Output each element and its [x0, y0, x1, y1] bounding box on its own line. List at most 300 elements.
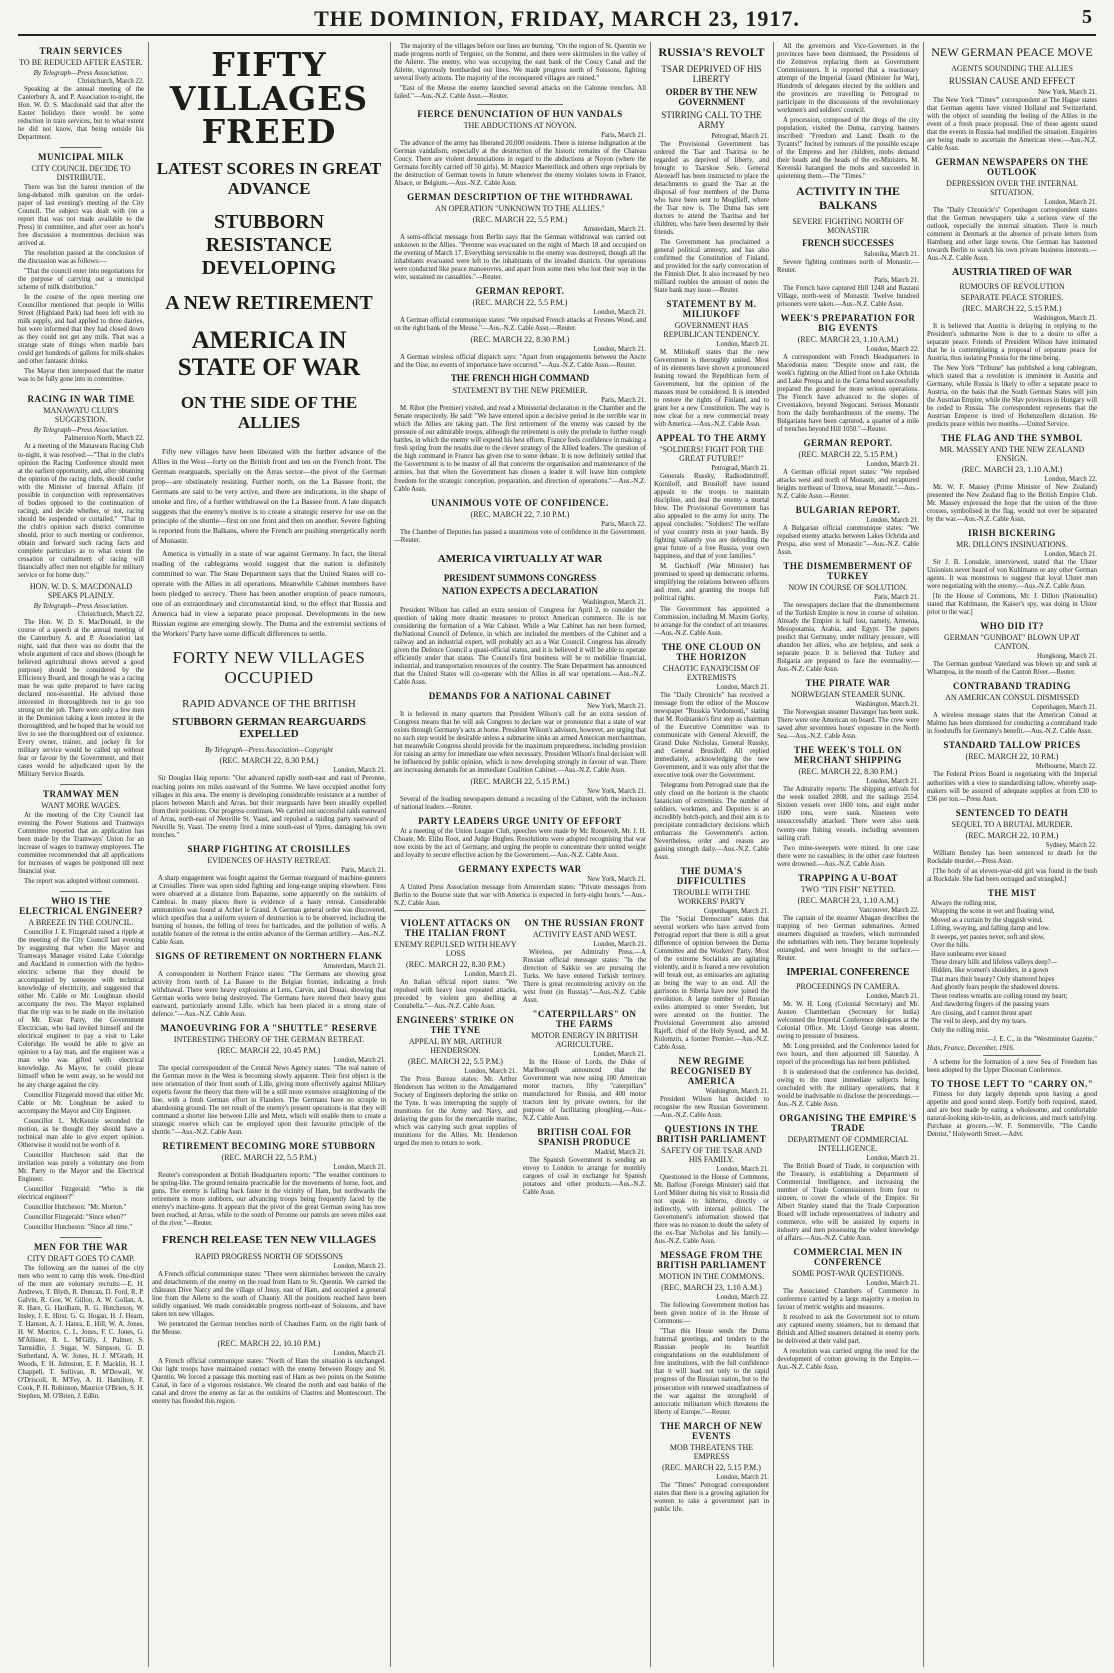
split-columns	[394, 910, 646, 1199]
paragraph: It is believed in many quarters that President Wilson's call for an extra session of Congress means that he will ask Congress to declare war or pronounce that a state of war exists through Germany's acts at home. President Wilson's advisers, however, are urging that no such step would be desirable unless a submarine sinks an armed American merchantman, but meanwhile Congress should provide for the maximum preparedness, including provision for raising an army for immediate use when necessary. President Wilson's final decision will be influenced by public opinion, which is now developing strongly in favour of war. There are increasing demands for an immediate Coalition Cabinet.—Aus.-N.Z. Cable Assn.	[394, 710, 646, 774]
dateline: London, March 21.	[716, 341, 769, 349]
dateline: Christchurch, March 22.	[77, 78, 144, 85]
paragraph: It is understood that the conference has decided, owing to the most immediate subjects being concluded with the military operations, that it would be inadvisable to disclose the proceedings.—Aus.-N.Z. Cable Assn.	[777, 1068, 919, 1108]
headline: WEEK'S PREPARATION FOR BIG EVENTS	[780, 312, 916, 333]
paragraph: A United Press Association message from Amsterdam states: "Private messages from Berlin to the Bourse state that war with America is expected in forty-eight hours."—Aus.-N.Z. Cable Assn.	[394, 883, 646, 907]
headline: THE FRENCH HIGH COMMAND	[450, 373, 590, 384]
paragraph: The Norwegian steamer Davanger has been sunk. There were one American on board. The crew were saved after seventeen hours' exposure in the North Sea.—Aus.-N.Z. Cable Assn.	[777, 709, 919, 741]
subheadline: DEPRESSION OVER THE INTERNAL SITUATION.	[946, 178, 1078, 197]
dateline: Washington, March 21.	[855, 701, 919, 709]
poem-signature: —J. E. C., in the "Westminster Gazette."	[986, 1036, 1097, 1044]
received-time: (REC. MARCH 22, 8.30 P.M.)	[406, 959, 505, 969]
subheadline: NATION EXPECTS A DECLARATION	[442, 585, 598, 596]
paragraph: President Wilson has decided to recognise the new Russian Government.—Aus.-N.Z. Cable Assn.	[654, 1096, 769, 1120]
poem-line: Have sunbeams ever kissed	[931, 950, 1006, 958]
subheadline: TSAR DEPRIVED OF HIS LIBERTY	[661, 63, 762, 84]
subheadline: CITY COUNCIL DECIDE TO DISTRIBUTE.	[31, 164, 131, 183]
headline: THE FLAG AND THE SYMBOL	[941, 433, 1083, 444]
paragraph: The German gunboat Vaterland was blown up and sunk at Whampoa, in the mouth of the Canton River.—Reuter.	[927, 661, 1097, 677]
paragraph: Councillor Hutcheson said that the invitation was purely a voluntary one from Mr. Parry to the Mayor and the Electrical Engineer.	[18, 1151, 144, 1183]
headline: THE PIRATE WAR	[805, 678, 891, 689]
byline: By Telegraph—Press Association.	[33, 426, 129, 435]
byline: By Telegraph—Press Association.	[33, 601, 129, 610]
story-train-services	[18, 46, 144, 142]
main-deck: LATEST SCORES IN GREAT ADVANCE	[156, 158, 382, 198]
paragraph: A sharp engagement was fought against the German rearguard of machine-gunners at Croisilles. There was open sided fighting and long-range sniping elsewhere. Fires were observed at a distance from Bapaume, some apparently on the outskirts of Cambrai. In many places there is evidence of a hasty retreat. Considerable ammunition was found at Achiet le Grand. A German general order was discovered, which specifies that a uniform system of destruction is to be observed, including the burning of houses, the felling of trees for barricades, and the pollution of wells. A notable feature of the retreat is the entire advance of the German artillery.—Aus.-N.Z. Cable Assn.	[152, 874, 386, 946]
paragraph: The resolution passed at the conclusion of the discussion was as follows:—	[18, 250, 144, 266]
subheadline: MOB THREATENS THE EMPRESS	[669, 1442, 754, 1461]
paragraph: A procession, composed of the dregs of the city population, visited the Duma, carrying banners inscribed: "Freedom and Land; Death to the Tyrants!" Incited by rumours of the possible escape of the Empress and her children, mobs demand their heads and the heads of the ex-Ministers. M. Kerenski harangued the mobs and succeeded in quietening them.—The "Times."	[777, 117, 919, 181]
paragraph: The "Daily Chronicle's" Copenhagen correspondent states that the German newspapers take a serious view of the outlook, especially the internal situation. There is much comment in Denmark at the absence of private letters from Hamburg and other large towns. One German has hastened towards Berlin to watch his own private business interests.—Aus.-N.Z. Cable Assn.	[927, 206, 1097, 262]
subheadline: SOME POST-WAR QUESTIONS.	[792, 1269, 904, 1279]
subheadline: MOTION IN THE COMMONS.	[658, 1272, 765, 1282]
paragraph: A Bulgarian official communique states: "We repulsed enemy attacks between Lakes Ochrida and Prespa, also west of Monastir."—Aus.-N.Z. Cable Assn.	[777, 525, 919, 557]
received-time: (REC. MARCH 23, 1.10 A.M.)	[797, 895, 899, 905]
subheadline: STUBBORN GERMAN REARGUARDS EXPELLED	[172, 716, 366, 741]
received-time: (REC. MARCH 23, 1.10 A.M.)	[661, 1283, 762, 1293]
dateline: London, March 21.	[866, 778, 919, 786]
story-municipal-milk	[18, 152, 144, 384]
subheadline: STATEMENT BY THE NEW PREMIER.	[452, 386, 588, 396]
headline: RETIREMENT BECOMING MORE STUBBORN	[162, 1140, 376, 1151]
dateline: London, March 22.	[866, 345, 919, 353]
dateline: Petrograd, March 21.	[711, 132, 769, 140]
column-4	[654, 42, 769, 1667]
dateline: Amsterdam, March 21.	[582, 226, 646, 234]
subheadline: ENEMY REPULSED WITH HEAVY LOSS	[394, 939, 517, 958]
subheadline: SEVERE FIGHTING NORTH OF MONASTIR	[792, 216, 904, 235]
dateline: London, March 21.	[593, 940, 646, 948]
dateline: London, March 21.	[464, 1068, 517, 1076]
paragraph: We penetrated the German trenches north of Chaulnes Farm, on the right bank of the Meuse.	[152, 1321, 386, 1337]
subheadline: MOTOR ENERGY IN BRITISH AGRICULTURE.	[531, 1031, 638, 1050]
poem-line: Are closing, and I cannot thrust apart	[931, 1009, 1032, 1017]
paragraph: The Hon. W. D. S. MacDonald, in the course of a speech at the annual meeting of the Canterbury A. and P. Association last night, said that there was no doubt that the whole argument of race and shows (though he believed agricultural shows served a good purpose) should be considered by the Efficiency Board, and though he was a racing man he was quite prepared to have racing declared non-essential. He advised those interested in thoroughbreds not to go too strong on the job. There were only a few men in the Dominion taking a keen interest in the thoroughbred, and he hoped that he would not live to see the thoroughbred out of existence. Every owner, trainer, and jockey fit for military service would be called up without fear or favour by the Government, and their cases would be adjudicated upon by the Military Service Boards.	[18, 618, 144, 779]
poem-line: That mars their beauty? Only shattered hopes	[931, 975, 1055, 983]
paragraph: A scheme for the formation of a new Sea of Freedom has been adopted by the Upper Diocesan Conference.	[927, 1059, 1097, 1075]
subheadline: GOVERNMENT HAS REPUBLICAN TENDENCY.	[663, 321, 760, 340]
headline: SHARP FIGHTING AT CROISILLES	[187, 843, 351, 854]
paragraph: At a meeting of the Manawatu Racing Club to-night, it was resolved:—"That in the club's opinion the Racing Conference should meet at the earliest opportunity, and, after obtaining the opinion of the racing clubs, should confer with the Minister of Internal Affairs (if possible in conjunction with representatives of bodies opposed to the continuation of racing), and decide whether, or not, racing should be suspended or curtailed." "That in the club's opinion each district committee should, prior to such meeting or conference, obtain and forward such racing facts and complete particulars as to what extent the cessation or curtailment of racing will financially affect men not eligible for military service or for home duty."	[18, 443, 144, 579]
headline: THE WEEK'S TOLL ON MERCHANT SHIPPING	[794, 745, 902, 766]
dateline: Copenhagen, March 21.	[1031, 704, 1097, 712]
dateline: New York, March 21.	[1038, 88, 1097, 96]
masthead	[0, 0, 1114, 34]
headline: ENGINEERS' STRIKE ON THE TYNE	[396, 1015, 515, 1036]
received-time: (REC. MARCH 22, 5.15 P.M.)	[798, 450, 898, 460]
paragraph: The New York "Times'" correspondent at The Hague states that German agents have visited Holland and Switzerland, with the object of sounding the feeling of the Allies in the event of a fresh peace proposal. One of these agents stated that the events in Russia had modified the situation. Enquiries are being made to ascertain the American view.—Aus.-N.Z. Cable Assn.	[927, 96, 1097, 152]
dateline: London, March 22.	[716, 1294, 769, 1302]
paragraph: In the course of the open meeting one Councillor mentioned that people in Willis Street (Highland Park) had been left with no milk supply, and had applied to three dairies, but were informed that they had closed down as they could not get any milk. That was a strange state of things when marble bars could get hundreds of gallons for milk-shakes and other fantastic drinks.	[18, 294, 144, 366]
paragraph: M. Miliukoff states that the new Government is thoroughly united. Most of its elements have shown a pronounced leaning toward the Republican form of Government, but the opinion of the masses must be considered. It is intended to restore the rights of Finland, and to grant her a new Constitution. The way is now clear for a new commercial treaty with America.—Aus.-N.Z. Cable Assn.	[654, 349, 769, 429]
received-time: (REC. MARCH 22, 5.15 P.M.)	[962, 304, 1062, 314]
headline: MESSAGE FROM THE BRITISH PARLIAMENT	[656, 1250, 767, 1271]
byline: By Telegraph—Press Association.	[33, 69, 129, 77]
dateline: Madrid, March 21.	[594, 1149, 646, 1157]
paragraph: At the meeting of the City Council last evening the Power Stations and Tramways Committee reported that an application has been made by the Tramways' Union for an increase of wages to tramway employees. The committee recommended that all applications for increases of wages be postponed till next financial year.	[18, 812, 144, 876]
paragraph: Councillor Fitzgerald: "Since when?"	[24, 1213, 127, 1221]
paragraph: A resolution was carried urging the need for the development of cotton growing in the Empire.—Aus.-N.Z. Cable Assn.	[777, 1348, 919, 1372]
paragraph: It resolved to ask the Government not to return any captured enemy steamers, but to demand that British and Allied steamers detained in enemy ports be delivered at their valid part.	[777, 1314, 919, 1346]
paragraph: Wireless, per Admiralty Press.—A Russian official message states: "In the direction of Sakkiz we are pursuing the Turks. We have entered Turkish territory. There is great reconnoitring activity on the west front (in Russia)."—Aus.-N.Z. Cable Assn.	[523, 948, 646, 1005]
paragraph: The "Daily Chronicle" has received a message from the editor of the Moscow newspaper "Russkia Viedomosti," stating that M. Rodzianko's first step as chairman of the Executive Committee was to communicate with General Alexeiff, the Grand Duke Nicholas, General Russky, and General Brusiloff. All replied immediately, acknowledging the new Government, and it was only after that the executive took over the Government.	[654, 691, 769, 779]
headline: SENTENCED TO DEATH	[955, 807, 1069, 818]
poem-line: Moved as a curtain by the sluggish wind,	[931, 916, 1043, 924]
poem-line: It sweeps, yet passes never, soft and slow,	[931, 933, 1045, 941]
dateline: London, March 21.	[593, 1051, 646, 1059]
dateline: New York, March 21.	[587, 875, 646, 883]
main-deck: A NEW RETIREMENT	[165, 291, 373, 314]
dateline: Paris, March 21.	[341, 866, 386, 874]
subheadline: SEQUEL TO A BRUTAL MURDER.	[951, 819, 1073, 829]
subheadline: MANAWATU CLUB'S SUGGESTION.	[43, 406, 119, 425]
headline: CONTRABAND TRADING	[952, 681, 1072, 692]
subheadline: THE ABDUCTIONS AT NOYON.	[463, 121, 577, 131]
paragraph: The captain of the steamer Abagan describes the trapping of two German submarines. Armed steamers disguised as trawlers, which surrounded the submarines with nets. They became hopelessly entangled, and were brought to the surface.—Reuter.	[777, 914, 919, 962]
subheadline: NOW IN COURSE OF SOLUTION.	[788, 583, 908, 593]
lead-paragraph: Fifty new villages have been liberated with the further advance of the Allies in the West—forty on the British front and ten on the French front. The German rearguards, specially on the Arras sector—the pivot of the German prop—are obstinately resisting. Further north, on the La Bassee front, the Germans are said to be very active, and there are indications, in the shape of smoke and fire, of a further withdrawal on the La Bassee front. A late dispatch suggests that the enemy's motive is to create a strategic reserve for use on the principle of the shuttle—first on one front and then on another. Severe fighting is reported from the Balkans, where the French are pushing energetically north of Monastir.	[152, 446, 386, 546]
headline: IRISH BICKERING	[968, 528, 1056, 539]
poem-line: Hidden, like women's shoulders, in a gown	[931, 967, 1049, 975]
headline: FRENCH RELEASE TEN NEW VILLAGES	[162, 1234, 376, 1247]
headline: TRAPPING A U-BOAT	[798, 872, 898, 883]
headline: WHO DID IT?	[980, 621, 1044, 632]
headline: FORTY NEW VILLAGES OCCUPIED	[172, 648, 366, 688]
column-1	[18, 42, 144, 1667]
paragraph: The newspapers declare that the dismemberment of the Turkish Empire is now in course of solution. Already the Empire is half lost, namely, Armenia, Mesopotamia, Arabia, and Egypt. The papers predict that Germany, under military pressure, will abandon her allies, who are helpless, and seek a separate peace. It is believed that Turkey and Bulgaria are prepared to face the eventuality.—Aus.-N.Z. Cable Assn.	[777, 602, 919, 674]
paragraph: The majority of the villages before our lines are burning. "On the region of St. Quentin we made progress north of Tergnier, on the Somme, and there were skirmishes in the valley of the Ailette. The enemy, who was occupying the east bank of the Coucy Canal and the Ailette, vigorously bombarded our lines. We made progress north of Soissons, fighting several lively actions. The majority of the reconquered villages are ruined."	[394, 43, 646, 83]
subheadline: ACTIVITY EAST AND WEST.	[532, 929, 637, 939]
masthead-rule	[18, 34, 1096, 36]
paragraph: Several of the leading newspapers demand a recasting of the Cabinet, with the inclusion of national leaders.—Reuter.	[394, 795, 646, 811]
dateline: London, March 21.	[866, 992, 919, 1000]
paragraph: The French have captured Hill 1248 and Rastani Village, north-west of Monastir. Twelve hundred prisoners were taken.—Aus.-N.Z. Cable Assn.	[777, 284, 919, 308]
dateline: Vancouver, March 22.	[858, 906, 919, 914]
dateline: London, March 21.	[716, 683, 769, 691]
dateline: Paris, March 21.	[874, 594, 919, 602]
separator	[60, 891, 103, 892]
paragraph: The Government has proclaimed a general political amnesty, and has also confirmed the Constitution of Finland, and provided for the early convocation of the Finnish Diet. It also increased by two milliard roubles the amount of notes the State bank may issue.—Reuter.	[654, 238, 769, 295]
paragraph: Councillor Hutcheson: "Since all time."	[24, 1223, 133, 1231]
dateline: Melbourne, March 22.	[1035, 763, 1097, 771]
headline: STATEMENT BY M. MILIUKOFF	[666, 299, 757, 320]
headline: QUESTIONS IN THE BRITISH PARLIAMENT	[656, 1124, 767, 1145]
paragraph: Councillor L. McKenzie seconded the motion, as he thought they should have a technical man able to give expert opinion. Otherwise it would not be worth of it.	[18, 1117, 144, 1149]
paragraph: Generals Russky, Radkodimitroff, Korniloff, and Brusiloff have issued appeals to the troops to maintain discipline, and deal the enemy a mortal blow. The Provisional Government has also appealed to the army for unity. The appeal concludes: "Soldiers! The welfare of your country rests in your hands. By fighting valiantly you are defending the great future of a free Russia, your own happiness, and that of your families."	[654, 473, 769, 561]
column-divider	[773, 42, 774, 1667]
paragraph: Speaking at the annual meeting of the Canterbury A. and P. Association to-night, the Hon. W. D. S. Macdonald said that after the Easter holidays there would be some reduction in train services, but to what extent he did not know, that being outside his Department.	[18, 86, 144, 142]
headline: GERMANY EXPECTS WAR	[458, 863, 582, 874]
paragraph: A German official report states: "We repulsed attacks west and north of Monastir, and recaptured heights northeast of Trnova, near Monastir."—Aus.-N.Z. Cable Assn.—Reuter.	[777, 469, 919, 501]
subheadline: ORDER BY THE NEW GOVERNMENT	[665, 86, 758, 107]
dateline: New York, March 21.	[587, 702, 646, 710]
headline: GERMAN DESCRIPTION OF THE WITHDRAWAL	[407, 192, 633, 203]
paragraph: A French official communique states: "North of Ham the situation is unchanged. Our light troops have maintained contact with the enemy between Roupy and St. Quentin. We forced a passage this morning east of Ham as two points on the Somme Canal, in face of a vigorous resistance. We cleared the north and east banks of the canal and drove the enemy as far as the outskirts of Clastres and Montescourt. The enemy has flooded this region.	[152, 1358, 386, 1406]
column-divider	[923, 42, 924, 1667]
paragraph: Councillor Fitzgerald moved that either Mr. Cable or Mr. Loughnan be asked to accompany the Mayor and City Engineer.	[18, 1091, 144, 1115]
headline: GERMAN REPORT.	[803, 438, 893, 449]
paragraph: A German wireless official dispatch says: "Apart from engagements between the Ancre and the Oise, no events of importance have occurred."—Aus.-N.Z. Cable Assn.—Reuter.	[394, 354, 646, 370]
headline: AUSTRIA TIRED OF WAR	[951, 267, 1073, 279]
separator	[60, 784, 103, 785]
subheadline: NORWEGIAN STEAMER SUNK.	[791, 690, 905, 700]
paragraph: The Admiralty reports: The shipping arrivals for the week totalled 2808, and the sailings 2554. Sixteen vessels over 1600 tons, and eight under 1600 tons, were sunk. Nineteen were unsuccessfully attacked. There were also sunk twenty-one fishing vessels, including seventeen sailing craft.	[777, 786, 919, 842]
dateline: London, March 21.	[716, 1166, 769, 1174]
paragraph: The Chamber of Deputies has passed a unanimous vote of confidence in the Government.—Reuter.	[394, 528, 646, 544]
paragraph: Mr. W. F. Massey (Prime Minister of New Zealand) presented the New Zealand flag to the British Empire Club. Mr. Massey expressed the hope that the union of the three crosses, symbolised in the flag, would not ever be separated by the war.—Aus.-N.Z. Cable Assn.	[927, 484, 1097, 524]
headline: MUNICIPAL MILK	[37, 152, 125, 163]
story-racing	[18, 394, 144, 779]
paragraph: William Bensley has been sentenced to death for the Rockdale murder.—Press Assn.	[927, 849, 1097, 865]
subheadline: STIRRING CALL TO THE ARMY	[661, 109, 762, 130]
dateline: Washington, March 21.	[705, 1088, 769, 1096]
received-time: (REC. MARCH 23, 1.10 A.M.)	[797, 334, 899, 344]
received-time: (REC. MARCH 22, 5.5 P.M.)	[472, 215, 568, 225]
paragraph: [In the House of Commons, Mr. J. Dillon (Nationalist) stated that Kuhlmann, the Kaiser's spy, was doing in Ulster prior to the war.]	[927, 593, 1097, 617]
received-time: (REC. MARCH 22, 5.15 P.M.)	[662, 1462, 761, 1472]
dateline: Christchurch, March 22.	[77, 610, 144, 618]
byline: By Telegraph—Press Association—Copyright	[205, 746, 333, 755]
headline: ORGANISING THE EMPIRE'S TRADE	[779, 1112, 917, 1133]
dateline: Paris, March 21.	[874, 276, 919, 284]
headline: IMPERIAL CONFERENCE	[786, 966, 910, 978]
dateline: London, March 21.	[866, 461, 919, 469]
column-2	[152, 42, 386, 1667]
subheadline: TROUBLE WITH THE WORKERS' PARTY	[672, 887, 751, 906]
received-time: (REC. MARCH 22, 8.30 P.M.)	[470, 335, 570, 345]
paragraph: An Italian official report states: "We repulsed with heavy loss repeated attacks, preceded by violent gun shelling at Costabella."—Aus.-N.Z. Cable Assn.	[394, 978, 517, 1011]
paragraph: The Government has appointed a Commission, including M. Maxim Gorky, to arrange for the conduct of art treasures.—Aus.-N.Z. Cable Assn.	[654, 605, 769, 637]
received-time: (REC. MARCH 22, 5.5 P.M.)	[221, 1152, 317, 1162]
headline: ACTIVITY IN THE BALKANS	[795, 184, 901, 213]
paragraph: There was but the barest mention of the long-debated milk question on the order-paper of last evening's meeting of the City Council. The subject was dealt with (on a report that was not made available to the Press) in committee, and after over an hour's free discussion a momentous decision was arrived at.	[18, 184, 144, 248]
poem-line: And dawdering fingers of the passing years	[931, 1001, 1050, 1009]
subheadline: FRENCH SUCCESSES	[802, 237, 894, 248]
dateline: London, March 21.	[333, 767, 386, 775]
dateline: London, March 21.	[464, 970, 517, 978]
paragraph: M. Guchkoff (War Minister) has promised to speed up democratic reforms, simplifying the relations between officers and men, and granting the troops full political rights.	[654, 563, 769, 603]
paragraph: President Wilson has called an extra session of Congress for April 2, to consider the question of taking more drastic measures to protect American commerce. He is not considering the formation of a War Cabinet. While a War Cabinet has not been formed, theNational Council of Defence, in which are included the members of the Cabinet and a railway and an industrial expert, will probably act as a War Council. Congress has already given the Defence Council a quasi-official status, and it is believed it will be able to operate efficiently under that status. The Council's first business will be to mobilise financial, industrial, and transportation resources of the country. The State Department has announced that the United States will co-operate with the Allies in all war operations.—Aus.-N.Z. Cable Assn.	[394, 606, 646, 686]
headline: UNANIMOUS VOTE OF CONFIDENCE.	[431, 497, 609, 508]
headline: VIOLENT ATTACKS ON THE ITALIAN FRONT	[400, 917, 511, 938]
dateline: London, March 21.	[716, 1473, 769, 1481]
subheadline: AGENTS SOUNDING THE ALLIES	[951, 63, 1073, 73]
poem-line: Wrapping the scene in wet and floating wind,	[931, 908, 1055, 916]
subheadline: AN OPERATION "UNKNOWN TO THE ALLIES."	[435, 204, 605, 214]
headline: THE ONE CLOUD ON THE HORIZON	[661, 641, 762, 662]
poem-line: Over the hills.	[931, 942, 970, 950]
main-deck: AMERICA IN STATE OF WAR	[177, 326, 361, 381]
dateline: Paris, March 21.	[601, 397, 646, 405]
headline: RUSSIA'S REVOLT	[658, 45, 765, 59]
subheadline: RAPID ADVANCE OF THE BRITISH	[182, 698, 356, 711]
paragraph: Two mine-sweepers were mined. In one case there were no casualties; in the other case fourteen were drowned.—Aus.-N.Z. Cable Assn.	[777, 844, 919, 868]
subheadline: RUSSIAN CAUSE AND EFFECT	[948, 75, 1076, 86]
dateline: London, March 21.	[593, 346, 646, 354]
dateline: London, March 21.	[1044, 198, 1097, 206]
paragraph: Mr. W. H. Long (Colonial Secretary) and Mr. Austen Chamberlain (Secretary for India) welcomed the Imperial Conference delegates at the Colonial Office. Mr. Lloyd George was absent, owing to pressure of business.	[777, 1000, 919, 1040]
received-time: (REC. MARCH 22, 5.5 P.M.)	[472, 298, 568, 308]
paragraph: Severe fighting continues north of Monastir.—Reuter.	[777, 258, 919, 274]
paragraph: The Mayor then interposed that the matter was to be fully gone into in committee.	[18, 368, 144, 384]
subheadline: GERMAN "GUNBOAT" BLOWN UP AT CANTON.	[943, 633, 1080, 652]
dateline: Washington, March 21.	[1033, 315, 1097, 323]
paragraph: At a meeting of the Union League Club, speeches were made by Mr. Roosevelt, Mr. J. H. Choate, Mr. Elihu Root, and Judge Hughes. Resolutions were adopted recognising that war now exists by the act of Germany, and urging the people to concentrate their united weight and loyalty to secure effective action by the Government.—Aus.-N.Z. Cable Assn.	[394, 827, 646, 859]
subheadline: MR. DILLON'S INSINUATIONS.	[956, 540, 1068, 550]
headline: GERMAN REPORT.	[475, 286, 565, 297]
subheadline: TO BE REDUCED AFTER EASTER.	[19, 58, 143, 67]
paragraph: In the House of Lords, the Duke of Marlborough announced that the Government was now using 100 American motor tractors, fifty "caterpillars" manufactured for Russia, and 400 motor tractors lent by private owners, for the purpose of facilitating ploughing.—Aus.-N.Z. Cable Assn.	[523, 1059, 646, 1123]
separator	[60, 1237, 103, 1238]
received-time: (REC. MARCH 22, 8.30 P.M.)	[798, 767, 898, 777]
dateline: New York, March 21.	[587, 787, 646, 795]
poem-line: Only the rolling mist.	[931, 1026, 990, 1034]
dateline: Copenhagen, March 21.	[703, 907, 769, 915]
headline: GERMAN NEWSPAPERS ON THE OUTLOOK	[935, 156, 1089, 177]
dateline: Paris, March 22.	[601, 520, 646, 528]
headline: WHO IS THE ELECTRICAL ENGINEER?	[19, 896, 143, 917]
subheadline: DEPARTMENT OF COMMERCIAL INTELLIGENCE.	[787, 1134, 909, 1153]
paragraph: A French official communique states: "There were skirmishes between the cavalry and detachments of the enemy on the road from Ham to St. Quentin. We carried the châteaux Dive Narcy and the village of Jussy, east of Ham, and occupied a general line from the Ailette to the south of Chauny. All the positions reached have been solidly organised. We made considerable progress north-east of Soissons, and have taken ten new villages.	[152, 1271, 386, 1319]
dateline: London, March 21.	[866, 1280, 919, 1288]
page-number: 5	[1082, 6, 1092, 28]
subheadline: PROCEEDINGS IN CAMERA.	[796, 981, 900, 991]
headline: "CATERPILLARS" ON THE FARMS	[532, 1009, 637, 1030]
subheadline: HON. W. D. S. MACDONALD SPEAKS PLAINLY.	[29, 581, 133, 600]
headline: THE MIST	[987, 887, 1037, 898]
headline: NEW GERMAN PEACE MOVE	[931, 45, 1093, 59]
paragraph: Sir Douglas Haig reports: "Our advanced rapidly south-east and east of Peronne, reaching points ten miles eastward of the Somme. We have occupied another forty villages in this area. The enemy is developing considerable resistance at a number of places between March and Arras, but their rearguards have been steadily expelled from their positions. Our progress continues. We carried out successful raids eastward of Arras, north-east of Neuville St. Vaast, and repulsed a raiding party eastward of Neuville St. Vaast. The enemy fired a mine south-east of Ypres, damaging his own trenches."	[152, 775, 386, 839]
column-divider	[390, 42, 391, 1667]
received-time: (REC. MARCH 22, 10.45 P.M.)	[217, 1045, 321, 1055]
paragraph: Councillor Fitzgerald: "Who is the electrical engineer?"	[18, 1185, 144, 1201]
paragraph: A semi-official message from Berlin says that the German withdrawal was carried out unknown to the Allies. "Peronne was evacuated on the night of March 18 and occupied on the evening of March 17. Everything serviceable to the enemy was destroyed, though all the inhabitants evacuated were left to the inhabitants of the invaded districts. Our operations were conducted like peace manoeuvres, and apart from some men who lost their way in the wire, sustained no casualties."—Reuter.	[394, 234, 646, 282]
headline: MEN FOR THE WAR	[34, 1241, 128, 1252]
paragraph: "That the council enter into negotiations for the purpose of carrying out a municipal scheme of milk distribution."	[18, 268, 144, 292]
separator	[60, 147, 103, 148]
headline: TRAMWAY MEN	[42, 789, 120, 800]
dateline: London, March 21.	[333, 1350, 386, 1358]
headline: NEW REGIME RECOGNISED BY AMERICA	[670, 1056, 753, 1087]
poem-line: These restless wreaths are coiling round my heart;	[931, 992, 1068, 1000]
separator	[60, 389, 103, 390]
paragraph: The Federal Prices Board is negotiating with the Imperial authorities with a view to standardising tallow, whereby soap-makers will be assured of adequate supplies at from £30 to £36 per ton.—Press Assn.	[927, 771, 1097, 803]
paragraph: Questioned in the House of Commons, Mr. Balfour (Foreign Minister) said that Lord Milner during his visit to Russia did not speak to hitherto, directly or indirectly, with internal politics. The Government's information showed that there was no reason to doubt the safety of the ex-Tsar Nicholas and his family.—Aus.-N.Z. Cable Assn.	[654, 1174, 769, 1246]
subheadline: TWO "TIN FISH" NETTED.	[800, 884, 896, 894]
column-6	[927, 42, 1097, 1667]
story-engineer	[18, 896, 144, 1232]
dateline: London, March 21.	[593, 309, 646, 317]
subheadline: CHAOTIC FANATICISM OF EXTREMISTS	[662, 663, 761, 682]
paragraph: "East of the Meuse the enemy launched several attacks on the Calonne trenches. All failed."—Aus.-N.Z. Cable Assn.—Reuter.	[394, 85, 646, 101]
headline: ON THE RUSSIAN FRONT	[524, 917, 645, 928]
received-time: (REC. MARCH 22, 5.15 P.M.)	[470, 776, 570, 786]
paragraph: Fitness for duty largely depends upon having a good appetite and good sound sleep. Fortify both required, stated, and are best made by eating a wholesome, and comfortable natural-looking skin-to-kin, as delicious, and much satisfying. Purchase at grocers.—W. F. Sommerville, "The Candle Dentist," Holyworth Street.—Advt.	[927, 1091, 1097, 1139]
headline: STANDARD TALLOW PRICES	[943, 740, 1081, 751]
headline: THE DISMEMBERMENT OF TURKEY	[783, 561, 913, 582]
main-headline: FIFTY VILLAGES FREED	[169, 45, 369, 152]
headline: BULGARIAN REPORT.	[795, 505, 901, 516]
paragraph: [The body of an eleven-year-old girl was found in the bush at Rockdale. She had been outraged and strangled.]	[927, 867, 1097, 883]
received-time: (REC. MARCH 22, 10.10 P.M.)	[217, 1339, 321, 1349]
dateline: London, March 21.	[333, 1056, 386, 1064]
headline: RACING IN WAR TIME	[27, 394, 135, 405]
paragraph: The Spanish Government is sending an envoy to London to arrange for monthly cargoes of coal in exchange for Spanish potatoes and other products.—Aus.-N.Z. Cable Assn.	[523, 1157, 646, 1197]
paragraph: The "Social Democrate" states that several workers who have arrived from Petrograd report that there is still a great difference of opinion between the Duma Committee and the Workers' Party. Most of the extreme Socialists are agitating violently, and it is feared a new revolution will break out, as emissaries are agitating as being the way to an end. All the garrisons in Siberia have now joined the revolution. A large number of Russian exiles attempted to enter Sweden, but were arrested on the frontier. The Provisional Government also arrested Rajeff, chief of the Holy Synod, and M. Kulomzin, a former Premier.—Aus.-N.Z. Cable Assn.	[654, 915, 769, 1052]
subcolumn-right	[523, 914, 646, 1199]
paragraph: Mr. Long presided, and the Conference lasted for two hours, and then adjourned till Saturday. A report of the proceedings has not been published.	[777, 1042, 919, 1066]
column-divider	[148, 42, 149, 1667]
subheadline: INTERESTING THEORY OF THE GERMAN RETREAT.	[173, 1034, 365, 1044]
subheadline: WANT MORE WAGES.	[41, 801, 121, 811]
poem	[931, 900, 1097, 1036]
headline: SIGNS OF RETIREMENT ON NORTHERN FLANK	[155, 950, 383, 961]
paragraph: "That this House sends the Duma fraternal greetings, and tenders to the Russian people its heartfelt congratulations on the establishment of free institutions, with the full confidence that it will lead not only to the rapid progress of the Russian nation, but to the prosecution with renewed steadfastness of the war against the stronghold of autocratic militarism which threatens the liberty of Europe."—Reuter.	[654, 1328, 769, 1416]
received-time: (REC. MARCH 22, 10 P.M.)	[965, 752, 1059, 762]
subcolumn-left	[394, 914, 517, 1199]
separator	[477, 104, 563, 105]
received-time: (REC. MARCH 22, 7.10 P.M.)	[470, 509, 570, 519]
main-deck: ON THE SIDE OF THE ALLIES	[180, 392, 358, 432]
newspaper-title: THE DOMINION, FRIDAY, MARCH 23, 1917.	[314, 6, 800, 31]
subheadline: SAFETY OF THE TSAR AND HIS FAMILY.	[661, 1146, 762, 1165]
paragraph: The special correspondent of the Central News Agency states: "The real nature of the German move in the West is becoming slowly apparent. Their first object is the new orientation of their front south of Lille, giving more effectively against Military experts favour the theory that there will be a still more extensive straightening of the line, with a fresh German effort in Flanders. The Germans have no scruple in abandoning ground. The net result of the enemy's present operations is that they will command a shorter line between Lille and Metz, which will enable them to create a strategic reserve which can be employed upon their favourite principle of the shuttle."—Aus.-N.Z. Cable Assn.	[152, 1064, 386, 1136]
headline: APPEAL TO THE ARMY	[656, 433, 767, 444]
paragraph: It is believed that Austria is delaying in replying to the President's submarine Note is due to a desire to offer a separate peace. Friends of President Wilson have intimated that he is contemplating a proposal of separate peace for Austria, thus isolating Prussia for the time being.	[927, 323, 1097, 363]
paragraph: Reuter's correspondent at British Headquarters reports: "The weather continues to be spring-like. The ground remains practicable for the movements of horse, foot, and guns. The enemy is falling back faster in the vicinity of Ham, but northwards the retirement is more stubborn, our advancing troops being frequently faced by the enemy's machine-guns. It appears that the pivot of the great German swing has now been reached, at Arras, while to the south of Peronne our patrols are seven miles east of the river."—Reuter.	[152, 1171, 386, 1228]
dateline: London, March 21.	[1044, 551, 1097, 559]
dateline: London, March 21.	[333, 1263, 386, 1271]
dateline: Salonika, March 21.	[863, 250, 919, 258]
main-deck: STUBBORN RESISTANCE DEVELOPING	[201, 210, 337, 279]
headline: THE MARCH OF NEW EVENTS	[660, 1420, 763, 1441]
headline: MANOEUVRING FOR A "SHUTTLE" RESERVE	[160, 1022, 378, 1033]
paragraph: Sir J. B. Lonsdale, interviewed, stated that the Ulster Unionists never heard of von Kuhlmann or any other German agents. It was monstrous to suggest that loyal Ulster men were negotiating with the enemy.—Aus.-N.Z. Cable Assn.	[927, 559, 1097, 591]
dateline: Washington, March 21.	[582, 598, 646, 606]
subheadline: "SOLDIERS! FIGHT FOR THE GREAT FUTURE!"	[659, 445, 764, 464]
dateline: Amsterdam, March 21.	[322, 962, 386, 970]
dateline: London, March 21.	[866, 517, 919, 525]
subheadline: PRESIDENT SUMMONS CONGRESS	[443, 572, 597, 583]
paragraph: A German official communique states: "We repulsed French attacks at Fresnes Wood, and on the right bank of the Meuse."—Aus.-N.Z. Cable Assn.—Reuter.	[394, 317, 646, 333]
subheadline: APPEAL BY MR. ARTHUR HENDERSON.	[408, 1037, 503, 1056]
dateline: Palmerston North, March 22.	[64, 435, 144, 443]
poem-line: These dreary hills and lifeless valleys deep?—	[931, 959, 1058, 966]
received-time: (REC. MARCH 22, 10 P.M.)	[965, 830, 1059, 840]
poem-line: The veil to sleep, and dry my tears.	[931, 1018, 1027, 1026]
headline: THE DUMA'S DIFFICULTIES	[676, 865, 747, 886]
headline: TO THOSE LEFT TO "CARRY ON."	[930, 1079, 1094, 1090]
received-time: (REC. MARCH 22, 5.5 P.M.)	[408, 1057, 503, 1067]
poem-location: Huts, France, December, 1916.	[927, 1044, 1015, 1053]
paragraph: The report was adopted without comment.	[24, 878, 140, 886]
lead-paragraph: America is virtually in a state of war against Germany. In fact, the literal reading of the cablegrams would suggest that the nation is definitely committed to war. The State Department says that the United States will co-operate with the Allies in all operations. Meanwhile Cabinet members have been pledged to secrecy. There has been another eruption of peace rumours, one of an extraordinary and circumstantial kind, to the effect that Russia and America had in view a separate peace proposal. Developments in the new Russian regime are emerging slowly. The Duma and the extremist sections of the Workers' Party have some difficult differences to settle.	[152, 549, 386, 638]
story-men-for-war	[18, 1242, 144, 1401]
paragraph: A wireless message states that the American Consul at Malmo has been dismissed for conducting a contraband trade in foodstuffs for Germany's benefit.—Aus.-N.Z. Cable Assn.	[927, 712, 1097, 736]
paragraph: The New York "Tribune" has published a long cablegram, which stated that a revolution is imminent in Austria and Germany, while Russia is likely to offer a separate peace to Austria, on the basis that the South German States will join the Austrian Empire, while the Slav provinces in Hungary will be ceded to Russia. The correspondent represents that the Austrian Emperor is tired of Hohenzollern dictation. He predicts peace within two months.—United Service.	[927, 365, 1097, 429]
paragraph: The Press Bureau states: Mr. Arthur Henderson has written to the Amalgamated Society of Engineers deploring the strike on the Tyne. It was interrupting the supply of munitions for the Army and Navy, and delaying the guns for the mercantile marine, which was carrying such great supplies of munitions for the Allies. Mr. Henderson urged the men to return to work.	[394, 1076, 517, 1148]
dateline: Hongkong, March 21.	[1036, 653, 1097, 661]
received-time: (REC. MARCH 22, 8.30 P.M.)	[219, 756, 319, 766]
poem-line: Always the rolling mist,	[931, 899, 997, 907]
story-tramway	[18, 789, 144, 886]
paragraph: The following Government motion has been given notice of in the House of Commons:—	[654, 1302, 769, 1326]
column-divider	[650, 42, 651, 1667]
headline: TRAIN SERVICES	[39, 46, 123, 56]
paragraph: Councillor Hutcheson: "Mr. Morton."	[24, 1203, 127, 1211]
headline: COMMERCIAL MEN IN CONFERENCE	[793, 1247, 903, 1268]
paragraph: All the governors and Vice-Governors in the provinces have been dismissed, the Presidents of the Zemstvos replacing them as Government Commissioners. It is reported that a reactionary attempt of the Imperial Guard (Minister for War), Hundreds of delegates elected by the soldiers and the provinces are travelling to Petrograd to participate in the discussions of the revolutionary workmen's and soldiers' council.	[777, 43, 919, 115]
